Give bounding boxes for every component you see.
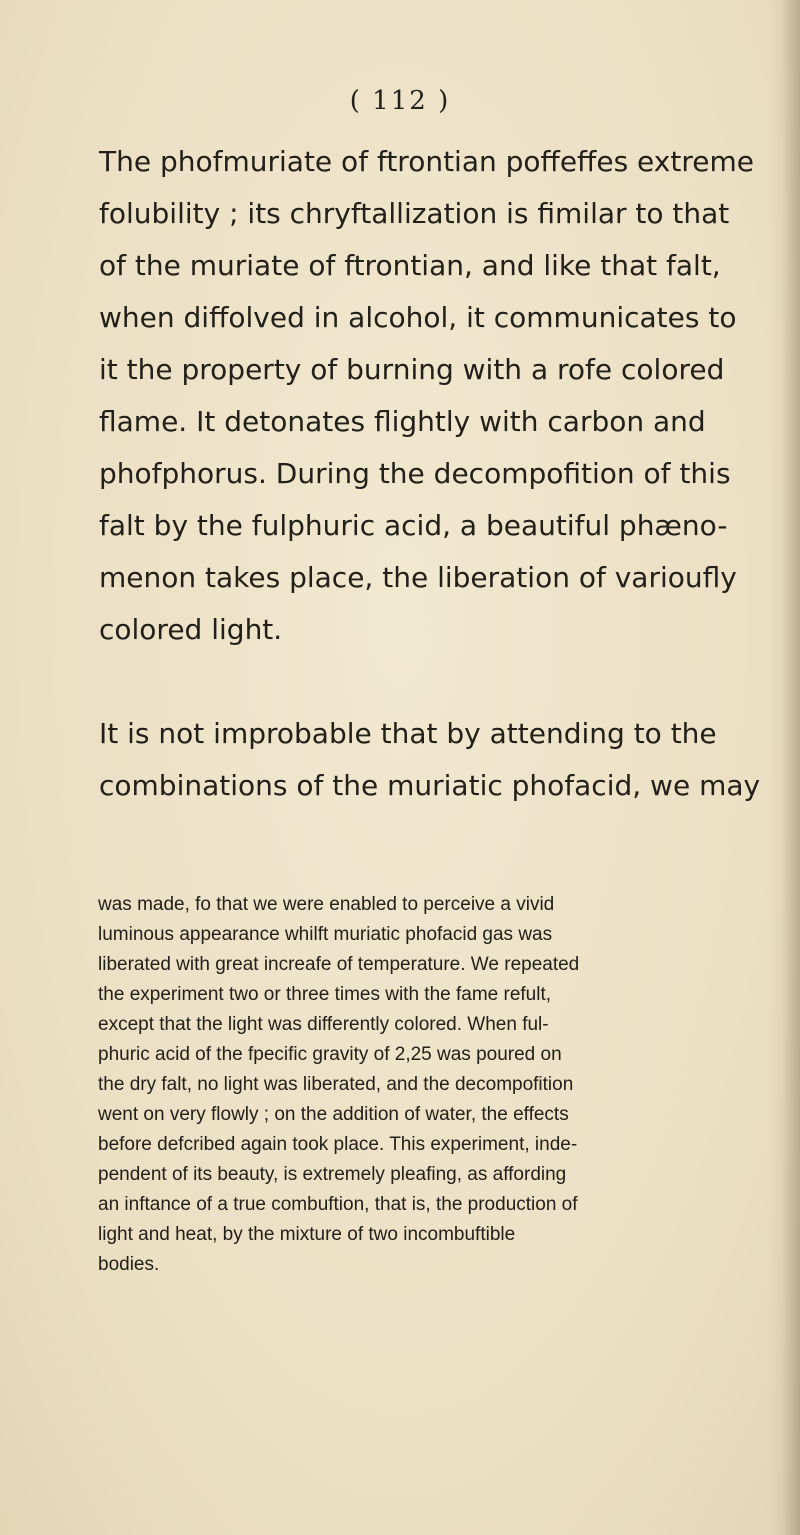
footnote-line: pendent of its beauty, is extremely pleafing, as affording [98, 1164, 567, 1185]
footnote-line: the experiment two or three times with the fame refult, [98, 984, 552, 1005]
footnote-line: light and heat, by the mixture of two incombuftible [98, 1224, 516, 1245]
footnote-line: bodies. [98, 1254, 160, 1275]
footnote-line: the dry falt, no light was liberated, and the decompofition [98, 1074, 574, 1095]
page-number: ( 112 ) [349, 86, 451, 116]
footnote-line: went on very flowly ; on the addition of water, the effects [98, 1104, 569, 1125]
body-line: It is not improbable that by attending to the [99, 717, 717, 750]
footnote-line: except that the light was differently colored. When ful- [98, 1014, 549, 1035]
body-line: flame. It detonates flightly with carbon and [99, 405, 706, 438]
body-line: falt by the fulphuric acid, a beautiful phæno- [99, 509, 728, 542]
body-line: it the property of burning with a rofe colored [99, 353, 725, 386]
footnote-line: before defcribed again took place. This experiment, inde- [98, 1134, 578, 1155]
body-line: of the muriate of ftrontian, and like that falt, [99, 249, 721, 282]
body-line: folubility ; its chryftallization is fimilar to that [99, 197, 730, 230]
footnote-line: phuric acid of the fpecific gravity of 2,25 was poured on [98, 1044, 562, 1065]
main-body-text [99, 136, 789, 812]
body-line: The phofmuriate of ftrontian poffeffes extreme [99, 145, 754, 178]
footnote-line: luminous appearance whilft muriatic phofacid gas was [98, 924, 553, 945]
body-line: phofphorus. During the decompofition of this [99, 457, 731, 490]
body-line: menon takes place, the liberation of varioufly [99, 561, 737, 594]
footnote-line: was made, fo that we were enabled to perceive a vivid [98, 894, 555, 915]
footnote-text [98, 890, 798, 1280]
body-line: colored light. [99, 613, 283, 646]
footnote-line: an inftance of a true combuftion, that is, the production of [98, 1194, 578, 1215]
body-line: when diffolved in alcohol, it communicates to [99, 301, 737, 334]
footnote-line: liberated with great increafe of temperature. We repeated [98, 954, 580, 975]
body-line: combinations of the muriatic phofacid, we may [99, 769, 761, 802]
